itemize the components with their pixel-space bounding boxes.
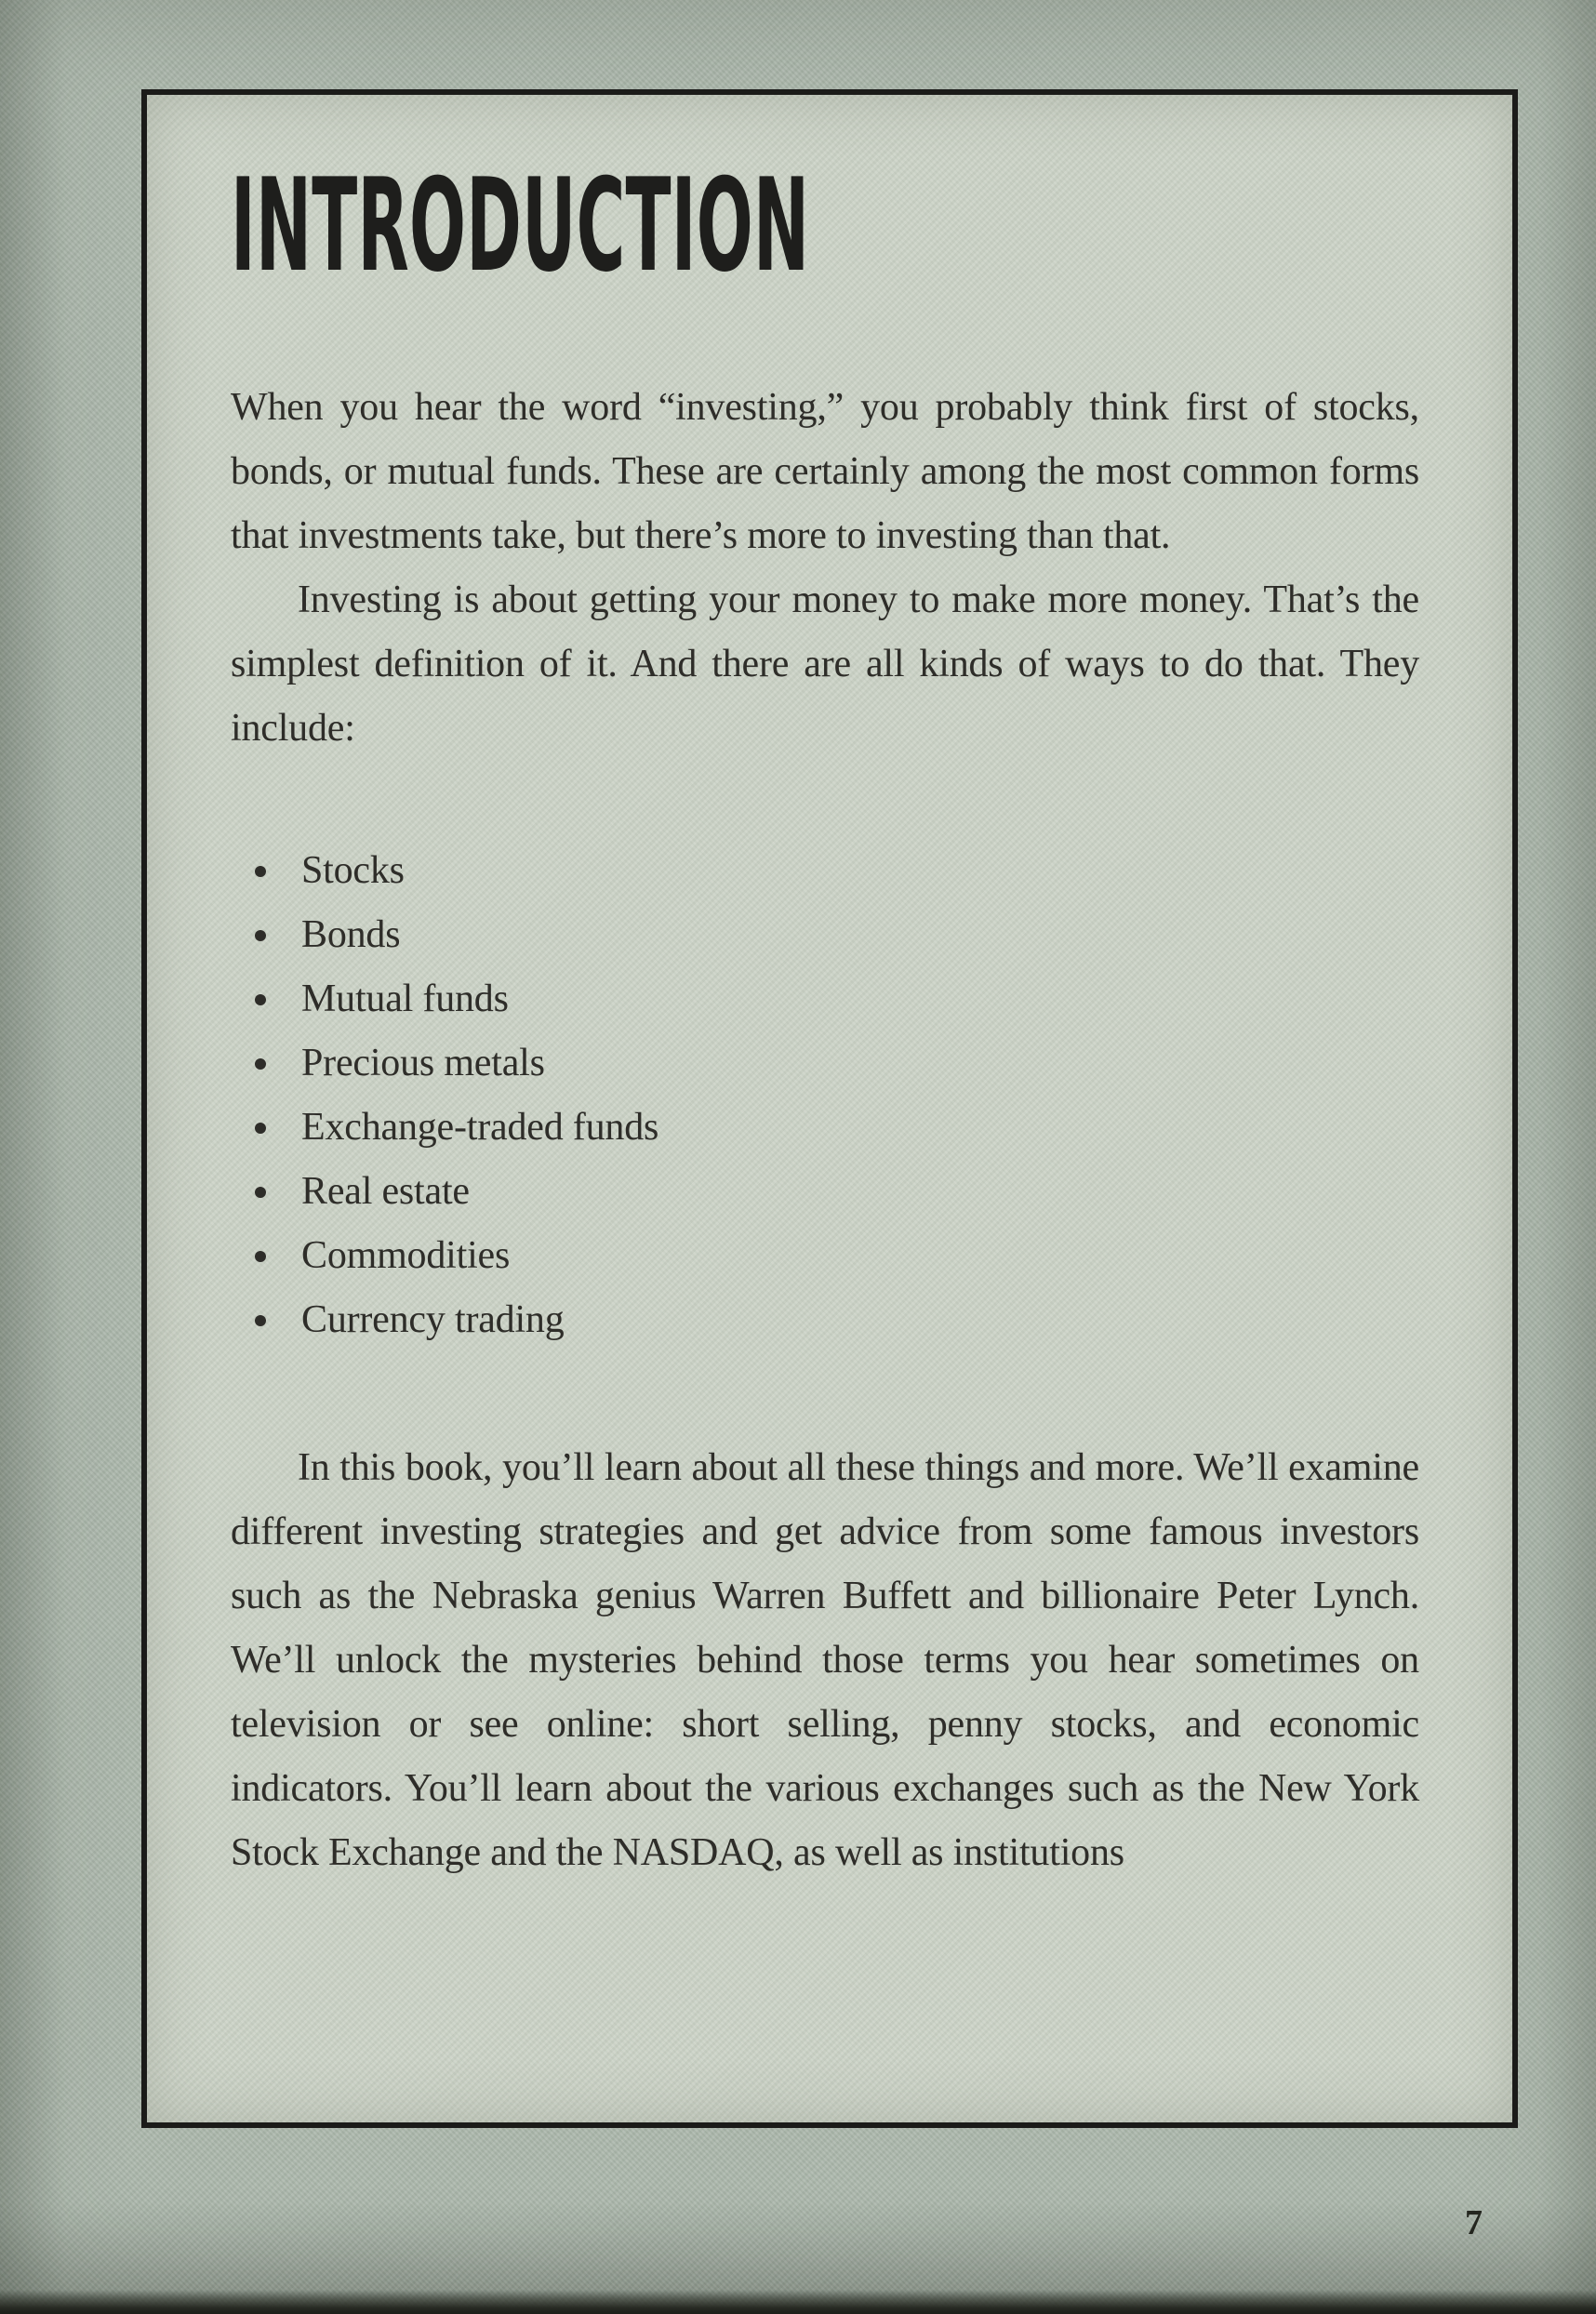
bullet-icon (255, 1058, 266, 1070)
list-item-label: Exchange-traded funds (301, 1106, 659, 1149)
bullet-icon (255, 930, 266, 941)
list-item (231, 903, 1419, 967)
bullet-icon (255, 1251, 266, 1262)
list-item (231, 1096, 1419, 1160)
page-content (147, 95, 1512, 2122)
list-item-label: Real estate (301, 1170, 470, 1213)
bullet-icon (255, 1187, 266, 1198)
page-frame (141, 89, 1518, 2128)
list-item (231, 1288, 1419, 1352)
bullet-icon (255, 866, 266, 877)
list-item-label: Bonds (301, 913, 401, 956)
list-item-label: Currency trading (301, 1298, 565, 1341)
list-item-label: Precious metals (301, 1042, 545, 1084)
list-item-label: Mutual funds (301, 977, 509, 1020)
page-number: 7 (1465, 2203, 1483, 2242)
bullet-icon (255, 1123, 266, 1134)
list-item (231, 1224, 1419, 1288)
paragraph: In this book, you’ll learn about all these things and more. We’ll examine different investing strategies and get advice from some famous investors such as the Nebraska genius Warren Buffett and billionaire Peter Lynch. We’ll unlock the mysteries behind those terms you hear sometimes on television or see online: short selling, penny stocks, and economic indicators. You’ll learn about the various exchanges such as the New York Stock Exchange and the NASDAQ, as well as institutions (231, 1446, 1419, 1874)
list-item-label: Stocks (301, 849, 405, 892)
body-copy (231, 376, 1419, 1885)
list-item (231, 967, 1419, 1031)
paragraph: When you hear the word “investing,” you probably think first of stocks, bonds, or mutual funds. These are certainly among the most common forms that investments take, but there’s more to investing than that. (231, 386, 1419, 557)
investment-types-list (231, 839, 1419, 1352)
chapter-title: INTRODUCTION (231, 151, 810, 300)
list-item (231, 1031, 1419, 1096)
list-item (231, 839, 1419, 903)
list-item (231, 1160, 1419, 1224)
list-item-label: Commodities (301, 1234, 511, 1277)
bullet-icon (255, 1315, 266, 1326)
paragraph: Investing is about getting your money to make more money. That’s the simplest definition of it. And there are all kinds of ways to do that. They include: (231, 578, 1419, 750)
bullet-icon (255, 994, 266, 1005)
scan-edge-shadow (0, 2290, 1596, 2314)
